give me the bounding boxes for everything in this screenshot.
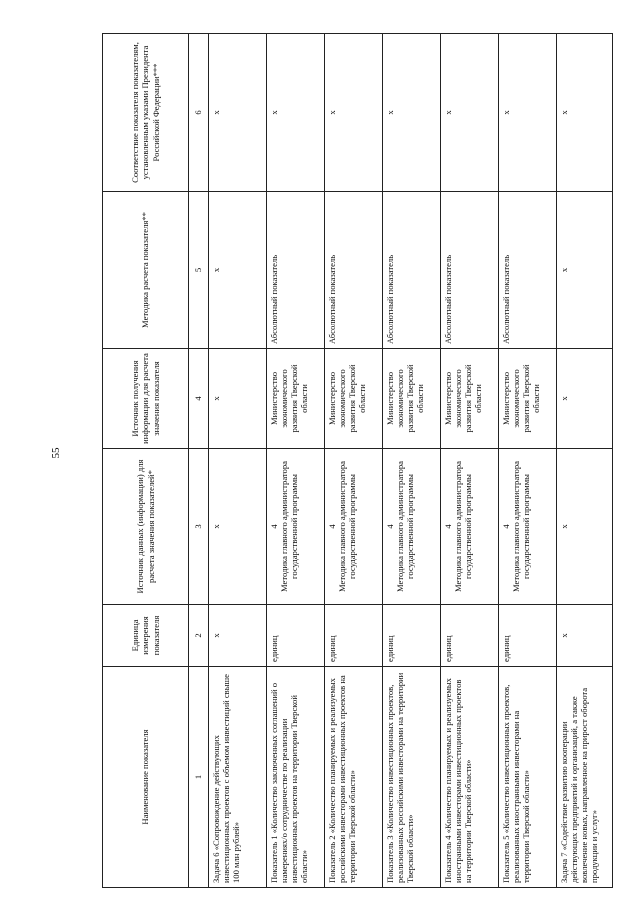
source-number: 4 xyxy=(385,524,395,529)
decree-match-cell: x xyxy=(441,34,499,192)
unit-cell: единиц xyxy=(383,605,441,667)
header-info-origin: Источник получения информации для расчета значения показателя xyxy=(103,349,189,449)
indicator-name: Показатель 2 «Количество планируемых и реализуемых российскими инвесторами инвестиционных проектов на территории Тверской области» xyxy=(325,667,383,888)
info-origin-cell: Министерство экономического развития Тверской области xyxy=(325,349,383,449)
source-text: Методика главного администратора государственной программы xyxy=(453,461,474,592)
calc-method-cell: Абсолютный показатель xyxy=(325,192,383,349)
table-row xyxy=(209,34,267,888)
calc-method-cell: Абсолютный показатель xyxy=(267,192,325,349)
page-number: 55 xyxy=(50,447,62,459)
unit-cell: x xyxy=(209,605,267,667)
data-source-cell: x xyxy=(557,449,613,605)
decree-match-cell: x xyxy=(209,34,267,192)
rotated-table-container xyxy=(102,34,612,888)
header-unit: Единица измерения показателя xyxy=(103,605,189,667)
unit-cell: единиц xyxy=(441,605,499,667)
indicator-name: Задача 6 «Сопровождение действующих инвестиционных проектов с объемом инвестиций свыше 100 млн рублей» xyxy=(209,667,267,888)
unit-cell: x xyxy=(557,605,613,667)
data-source-cell xyxy=(267,449,325,605)
calc-method-cell: Абсолютный показатель xyxy=(383,192,441,349)
header-indicator-name: Наименование показателя xyxy=(103,667,189,888)
column-number: 2 xyxy=(189,605,209,667)
indicator-name: Показатель 4 «Количество планируемых и реализуемых иностранными инвесторами инвестиционных проектов на территории Тверской области» xyxy=(441,667,499,888)
source-number: 4 xyxy=(443,524,453,529)
column-number: 1 xyxy=(189,667,209,888)
data-source-cell xyxy=(383,449,441,605)
source-text: Методика главного администратора государственной программы xyxy=(511,461,532,592)
decree-match-cell: x xyxy=(267,34,325,192)
info-origin-cell: Министерство экономического развития Тверской области xyxy=(499,349,557,449)
data-source-cell xyxy=(499,449,557,605)
unit-cell: единиц xyxy=(499,605,557,667)
indicator-name: Задача 7 «Содействие развитию кооперации действующих предприятий и организаций, а также вовлечение новых, направленное на прирост оборота продукции и услуг» xyxy=(557,667,613,888)
calc-method-cell: Абсолютный показатель xyxy=(441,192,499,349)
column-number-row xyxy=(189,34,209,888)
data-source-cell xyxy=(441,449,499,605)
table-row xyxy=(499,34,557,888)
info-origin-cell: Министерство экономического развития Тверской области xyxy=(267,349,325,449)
info-origin-cell: Министерство экономического развития Тверской области xyxy=(383,349,441,449)
table-row xyxy=(325,34,383,888)
column-number: 5 xyxy=(189,192,209,349)
table-row xyxy=(441,34,499,888)
column-number: 6 xyxy=(189,34,209,192)
calc-method-cell: Абсолютный показатель xyxy=(499,192,557,349)
indicator-name: Показатель 3 «Количество инвестиционных проектов, реализованных российскими инвесторами на территории Тверской области» xyxy=(383,667,441,888)
indicators-table xyxy=(102,33,613,888)
column-number: 4 xyxy=(189,349,209,449)
source-number: 4 xyxy=(327,524,337,529)
info-origin-cell: Министерство экономического развития Тверской области xyxy=(441,349,499,449)
header-data-source: Источник данных (информации) для расчета значения показателей* xyxy=(103,449,189,605)
header-decree-match: Соответствие показателя показателям, установленным указами Президента Российской Федерации*** xyxy=(103,34,189,192)
info-origin-cell: x xyxy=(557,349,613,449)
table-row xyxy=(557,34,613,888)
calc-method-cell: x xyxy=(209,192,267,349)
unit-cell: единиц xyxy=(325,605,383,667)
unit-cell: единиц xyxy=(267,605,325,667)
table-row xyxy=(267,34,325,888)
info-origin-cell: x xyxy=(209,349,267,449)
calc-method-cell: x xyxy=(557,192,613,349)
header-calc-method: Методика расчета показателя** xyxy=(103,192,189,349)
decree-match-cell: x xyxy=(557,34,613,192)
data-source-cell xyxy=(325,449,383,605)
data-source-cell: x xyxy=(209,449,267,605)
indicator-name: Показатель 5 «Количество инвестиционных проектов, реализованных иностранными инвесторами на территории Тверской области» xyxy=(499,667,557,888)
source-text: Методика главного администратора государственной программы xyxy=(279,461,300,592)
source-number: 4 xyxy=(501,524,511,529)
source-number: 4 xyxy=(269,524,279,529)
table-header-row xyxy=(103,34,189,888)
decree-match-cell: x xyxy=(325,34,383,192)
decree-match-cell: x xyxy=(499,34,557,192)
source-text: Методика главного администратора государственной программы xyxy=(337,461,358,592)
source-text: Методика главного администратора государственной программы xyxy=(395,461,416,592)
indicator-name: Показатель 1 «Количество заключенных соглашений о намерениях/о сотрудничестве по реализации инвестиционных проектов на территории Тверской области» xyxy=(267,667,325,888)
table-row xyxy=(383,34,441,888)
column-number: 3 xyxy=(189,449,209,605)
decree-match-cell: x xyxy=(383,34,441,192)
